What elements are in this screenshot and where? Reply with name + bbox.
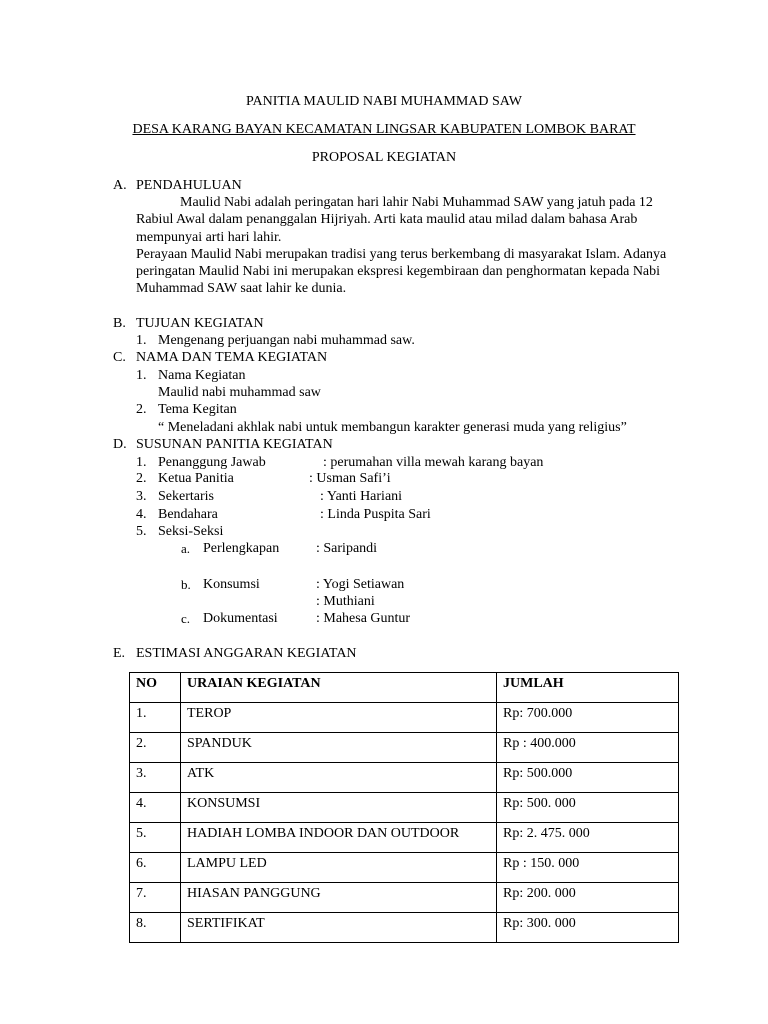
list-number: 2. — [136, 402, 147, 417]
list-number: 3. — [136, 489, 147, 504]
section-a-paragraph-line: Muhammad SAW saat lahir ke dunia. — [136, 281, 347, 296]
table-row — [130, 793, 679, 823]
committee-role: Penanggung Jawab — [158, 455, 266, 470]
table-cell-no: 4. — [130, 793, 181, 823]
section-e-letter: E. — [113, 646, 126, 661]
committee-member: : Yanti Hariani — [320, 489, 403, 504]
committee-role: Seksi-Seksi — [158, 524, 224, 539]
section-a-paragraph-line: mempunyai arti hari lahir. — [136, 230, 282, 245]
list-number: 5. — [136, 524, 147, 539]
table-cell-amount: Rp: 700.000 — [497, 703, 679, 733]
table-header-cell: URAIAN KEGIATAN — [181, 673, 497, 703]
section-a-heading: PENDAHULUAN — [136, 178, 242, 193]
section-c-heading: NAMA DAN TEMA KEGIATAN — [136, 350, 328, 365]
section-a-paragraph-line: Maulid Nabi adalah peringatan hari lahir Nabi Muhammad SAW yang jatuh pada 12 — [180, 195, 653, 210]
table-row — [130, 733, 679, 763]
list-number: 1. — [136, 333, 147, 348]
section-a-paragraph-line: Perayaan Maulid Nabi merupakan tradisi yang terus berkembang di masyarakat Islam. Adanya — [136, 247, 667, 262]
section-member: : Yogi Setiawan — [316, 577, 405, 592]
activity-name-label: Nama Kegiatan — [158, 368, 246, 383]
table-cell-no: 6. — [130, 853, 181, 883]
section-c-letter: C. — [113, 350, 126, 365]
committee-role: Bendahara — [158, 507, 218, 522]
table-cell-no: 1. — [130, 703, 181, 733]
section-d-letter: D. — [113, 437, 127, 452]
table-cell-amount: Rp: 200. 000 — [497, 883, 679, 913]
section-member: : Mahesa Guntur — [316, 611, 411, 626]
section-member: : Saripandi — [316, 541, 378, 556]
section-b-letter: B. — [113, 316, 126, 331]
table-cell-no: 5. — [130, 823, 181, 853]
document-title: PANITIA MAULID NABI MUHAMMAD SAW — [245, 94, 523, 109]
activity-theme-label: Tema Kegitan — [158, 402, 237, 417]
table-cell-no: 3. — [130, 763, 181, 793]
section-e-heading: ESTIMASI ANGGARAN KEGIATAN — [136, 646, 357, 661]
table-cell-amount: Rp: 300. 000 — [497, 913, 679, 943]
section-a-letter: A. — [113, 178, 127, 193]
table-cell-amount: Rp : 400.000 — [497, 733, 679, 763]
table-row — [130, 913, 679, 943]
section-d-heading: SUSUNAN PANITIA KEGIATAN — [136, 437, 333, 452]
committee-role: Ketua Panitia — [158, 471, 234, 486]
document-subtitle: DESA KARANG BAYAN KECAMATAN LINGSAR KABUPATEN LOMBOK BARAT — [132, 122, 636, 137]
table-row — [130, 763, 679, 793]
table-row — [130, 853, 679, 883]
purpose-item: Mengenang perjuangan nabi muhammad saw. — [158, 333, 415, 348]
table-cell-no: 2. — [130, 733, 181, 763]
section-b-heading: TUJUAN KEGIATAN — [136, 316, 264, 331]
table-row — [130, 823, 679, 853]
section-role: Konsumsi — [203, 577, 260, 592]
section-a-paragraph-line: peringatan Maulid Nabi ini merupakan ekspresi kegembiraan dan penghormatan kepada Nabi — [136, 264, 661, 279]
table-header-row — [130, 673, 679, 703]
table-header-cell: JUMLAH — [497, 673, 679, 703]
table-cell-description: KONSUMSI — [181, 793, 497, 823]
sub-list-letter: b. — [181, 577, 191, 592]
activity-name-value: Maulid nabi muhammad saw — [158, 385, 321, 400]
table-cell-description: HIASAN PANGGUNG — [181, 883, 497, 913]
table-cell-no: 7. — [130, 883, 181, 913]
budget-table — [129, 672, 679, 943]
list-number: 1. — [136, 368, 147, 383]
table-cell-description: TEROP — [181, 703, 497, 733]
table-cell-description: SPANDUK — [181, 733, 497, 763]
table-cell-amount: Rp: 2. 475. 000 — [497, 823, 679, 853]
table-cell-description: SERTIFIKAT — [181, 913, 497, 943]
section-a-paragraph-line: Rabiul Awal dalam penanggalan Hijriyah. Arti kata maulid atau milad dalam bahasa Arab — [136, 212, 638, 227]
sub-list-letter: a. — [181, 541, 191, 556]
list-number: 2. — [136, 471, 147, 486]
committee-role: Sekertaris — [158, 489, 214, 504]
committee-member: : Usman Safi’i — [309, 471, 391, 486]
section-member: : Muthiani — [316, 594, 375, 609]
section-role: Perlengkapan — [203, 541, 280, 556]
document-type: PROPOSAL KEGIATAN — [311, 150, 457, 165]
list-number: 1. — [136, 455, 147, 470]
table-cell-no: 8. — [130, 913, 181, 943]
table-row — [130, 703, 679, 733]
table-header-cell: NO — [130, 673, 181, 703]
table-cell-description: HADIAH LOMBA INDOOR DAN OUTDOOR — [181, 823, 497, 853]
table-row — [130, 883, 679, 913]
committee-member: : Linda Puspita Sari — [320, 507, 431, 522]
table-cell-amount: Rp: 500. 000 — [497, 793, 679, 823]
activity-theme-value: “ Meneladani akhlak nabi untuk membangun karakter generasi muda yang religius” — [158, 420, 627, 435]
table-cell-amount: Rp : 150. 000 — [497, 853, 679, 883]
committee-member: : perumahan villa mewah karang bayan — [323, 455, 544, 470]
sub-list-letter: c. — [181, 611, 191, 626]
list-number: 4. — [136, 507, 147, 522]
table-cell-description: ATK — [181, 763, 497, 793]
table-cell-amount: Rp: 500.000 — [497, 763, 679, 793]
table-cell-description: LAMPU LED — [181, 853, 497, 883]
section-role: Dokumentasi — [203, 611, 278, 626]
